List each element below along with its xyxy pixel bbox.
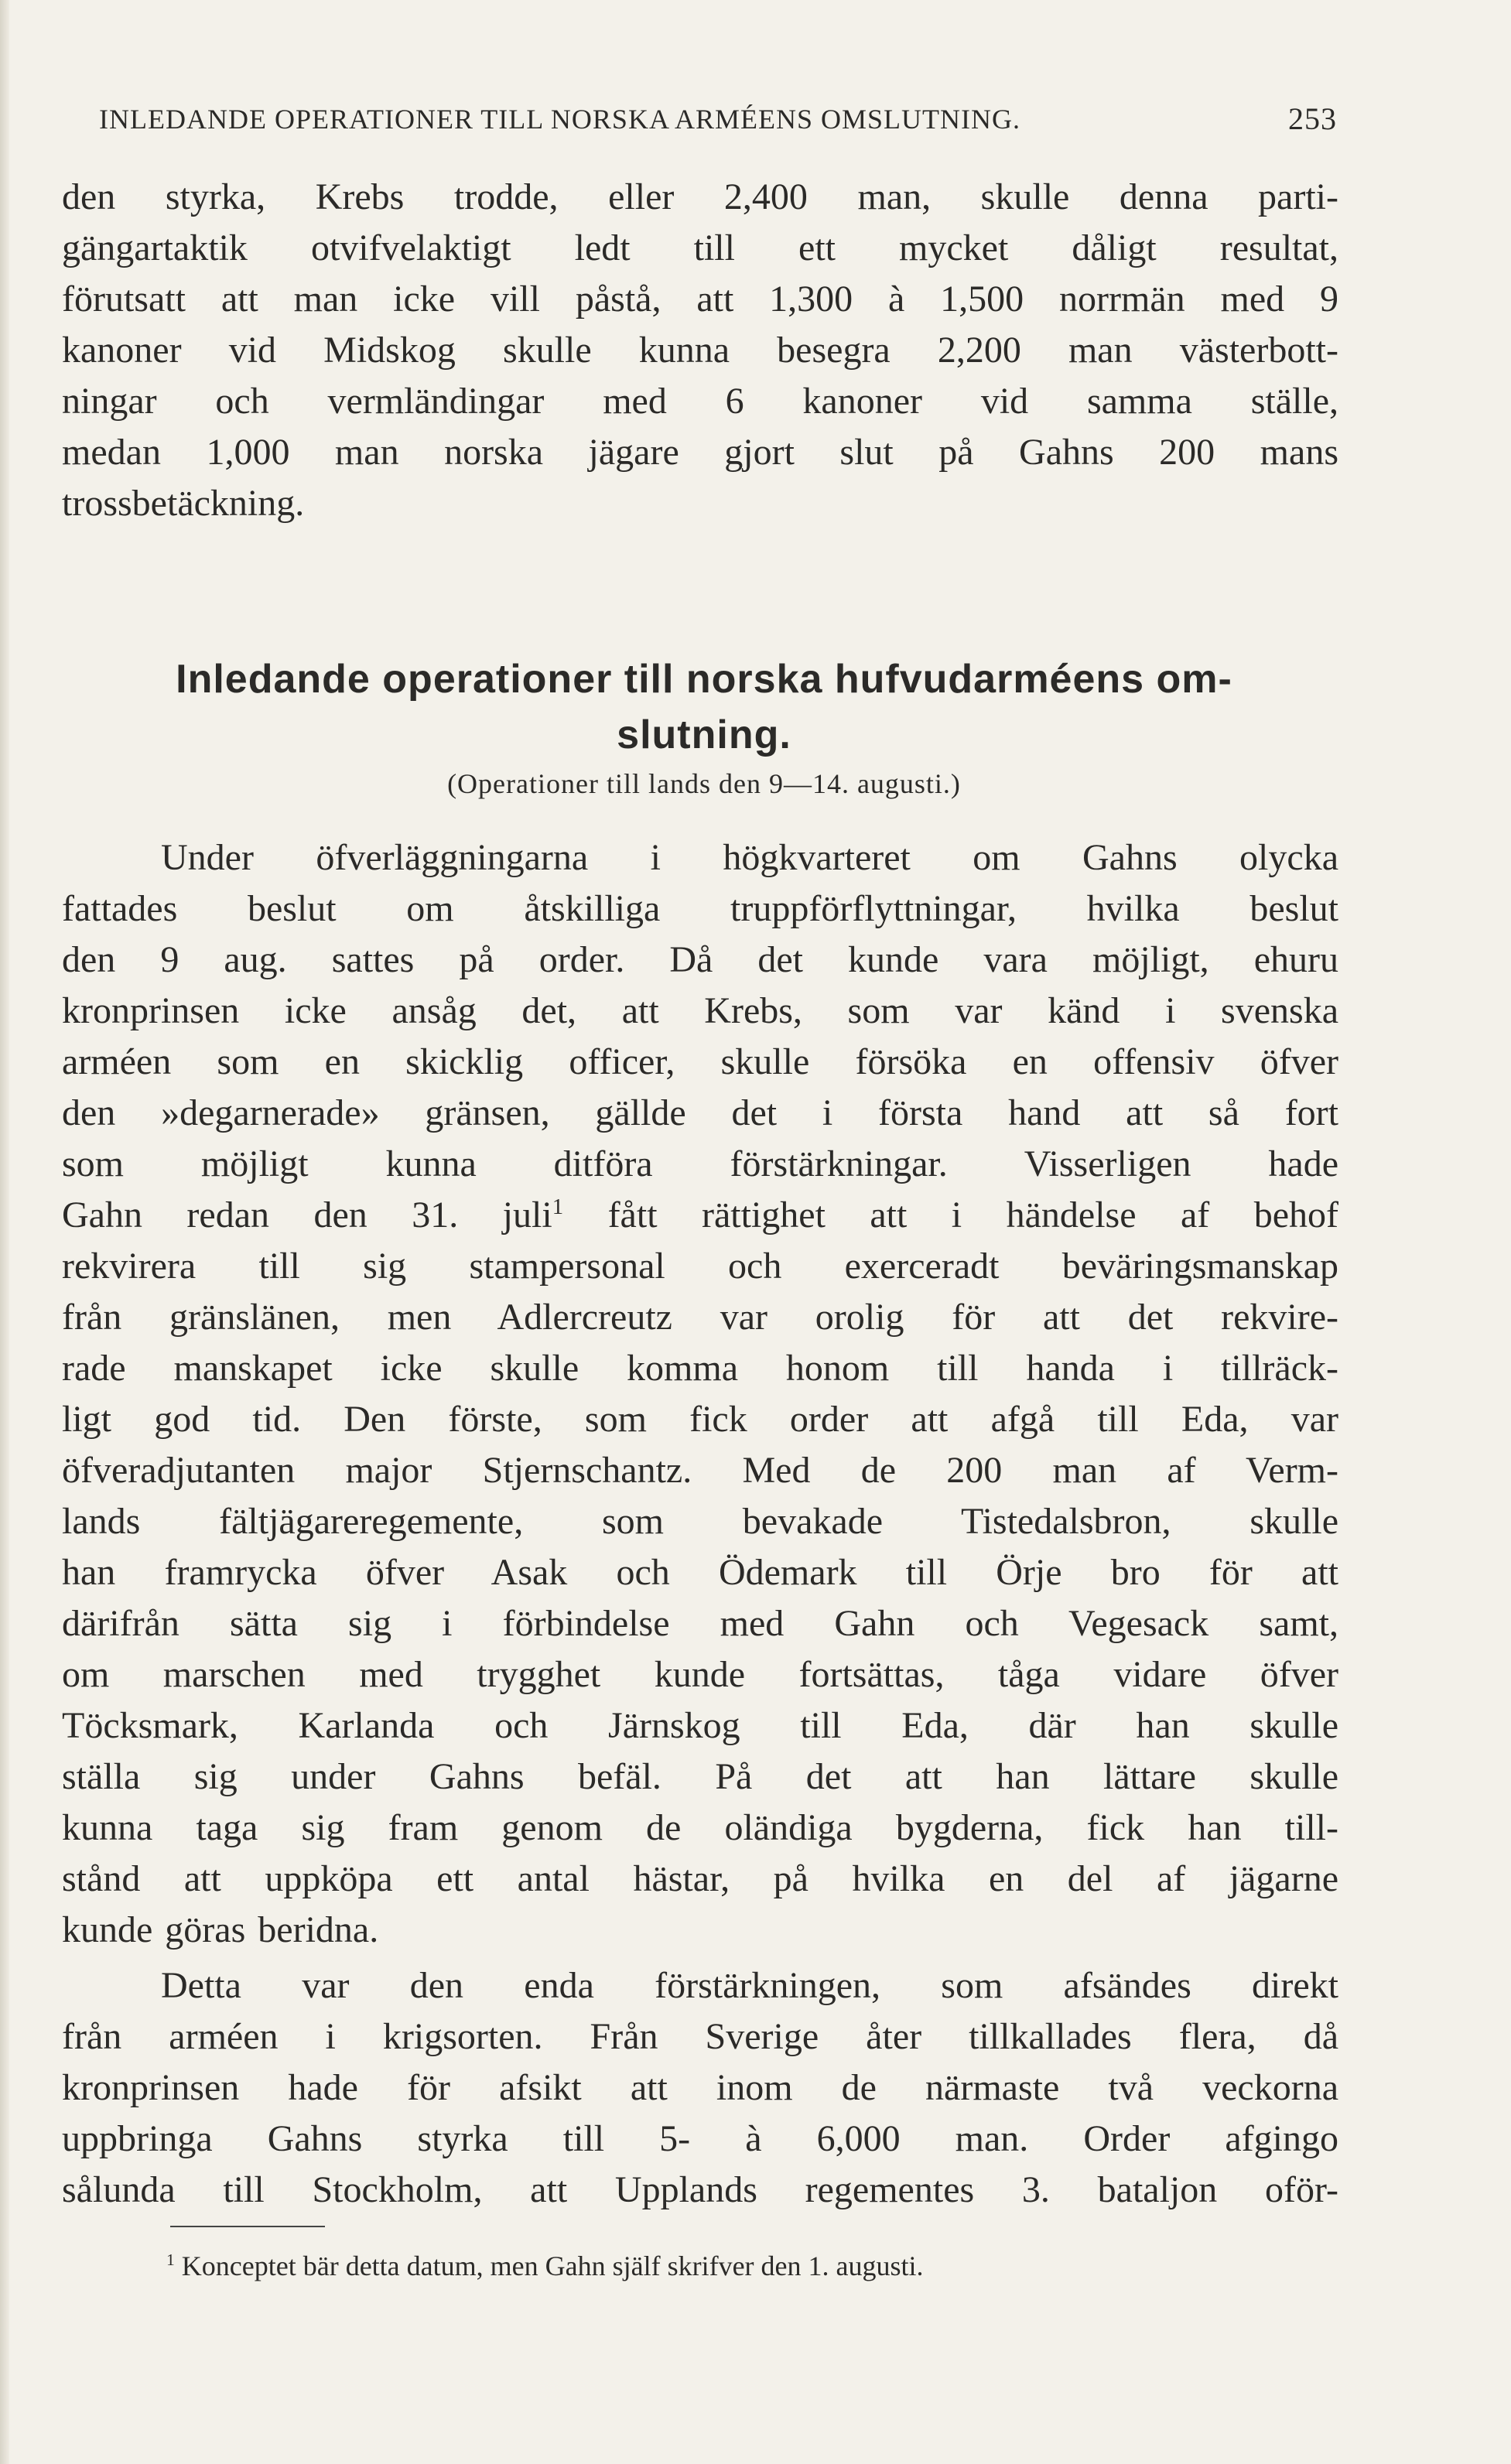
text-line: öfveradjutanten major Stjernschantz. Med de 200 man af Verm- — [62, 1450, 1338, 1491]
text-line: sålunda till Stockholm, att Upplands regementes 3. bataljon oför- — [62, 2169, 1338, 2210]
text-line: kronprinsen icke ansåg det, att Krebs, som var känd i svenska — [62, 990, 1338, 1031]
text-line: ningar och vermländingar med 6 kanoner vid samma ställe, — [62, 381, 1338, 422]
section-heading-line: slutning. — [617, 713, 791, 757]
text-line: därifrån sätta sig i förbindelse med Gahn och Vegesack samt, — [62, 1603, 1338, 1644]
text-line: rade manskapet icke skulle komma honom till handa i tillräck- — [62, 1348, 1338, 1389]
text-line: den »degarnerade» gränsen, gällde det i första hand att så fort — [62, 1092, 1338, 1133]
footnote-marker: 1 — [166, 2250, 175, 2269]
text-line: kunna taga sig fram genom de oländiga bygderna, fick han till- — [62, 1807, 1338, 1848]
text-line: Töcksmark, Karlanda och Järnskog till Eda, där han skulle — [62, 1705, 1338, 1746]
page-number: 253 — [1288, 101, 1337, 136]
text-line: om marschen med trygghet kunde fortsättas, tåga vidare öfver — [62, 1654, 1338, 1695]
text-line: lands fältjägareregemente, som bevakade Tistedalsbron, skulle — [62, 1501, 1338, 1542]
text-line: han framrycka öfver Asak och Ödemark till Örje bro för att — [62, 1552, 1338, 1593]
running-head — [99, 97, 1337, 141]
text-line: den 9 aug. sattes på order. Då det kunde vara möjligt, ehuru — [62, 939, 1338, 980]
footnote-reference: 1 — [552, 1194, 564, 1219]
text-line: kronprinsen hade för afsikt att inom de närmaste två veckorna — [62, 2067, 1338, 2108]
text-line: fattades beslut om åtskilliga truppförflyttningar, hvilka beslut — [62, 888, 1338, 929]
footnote — [166, 2247, 1327, 2285]
text-line: Under öfverläggningarna i högkvarteret om Gahns olycka — [161, 837, 1338, 878]
text-line: stånd att uppköpa ett antal hästar, på hvilka en del af jägarne — [62, 1858, 1338, 1899]
text-line: uppbringa Gahns styrka till 5- à 6,000 man. Order afgingo — [62, 2118, 1338, 2159]
text-line-with-footnote-ref — [62, 1190, 1338, 1241]
text-line: rekvirera till sig stampersonal och exerceradt beväringsmanskap — [62, 1246, 1338, 1287]
text-line: ställa sig under Gahns befäl. På det att han lättare skulle — [62, 1756, 1338, 1797]
footnote-divider — [170, 2226, 325, 2227]
text-line: den styrka, Krebs trodde, eller 2,400 man, skulle denna parti- — [62, 176, 1338, 217]
text-line: trossbetäckning. — [62, 483, 305, 524]
intro-paragraph — [62, 172, 1338, 529]
section-subheading: (Operationer till lands den 9—14. augusti.) — [447, 768, 961, 799]
text-line: gängartaktik otvifvelaktigt ledt till ett mycket dåligt resultat, — [62, 227, 1338, 268]
text-line: kunde göras beridna. — [62, 1909, 379, 1950]
text-line: ligt god tid. Den förste, som fick order att afgå till Eda, var — [62, 1399, 1338, 1440]
text-line: kanoner vid Midskog skulle kunna besegra 2,200 man västerbott- — [62, 330, 1338, 371]
text-line: som möjligt kunna ditföra förstärkningar. Visserligen hade — [62, 1143, 1338, 1184]
text-line: från gränslänen, men Adlercreutz var orolig för att det rekvire- — [62, 1297, 1338, 1338]
running-title: INLEDANDE OPERATIONER TILL NORSKA ARMÉENS OMSLUTNING. — [99, 104, 1020, 135]
text-line: förutsatt att man icke vill påstå, att 1,300 à 1,500 norrmän med 9 — [62, 279, 1338, 320]
footnote-text: Konceptet bär detta datum, men Gahn själf skrifver den 1. augusti. — [174, 2250, 924, 2281]
paragraph-2 — [62, 832, 1338, 1956]
text-fragment: fått rättighet att i händelse af behof — [563, 1194, 1339, 1235]
text-fragment: Gahn redan den 31. juli — [62, 1194, 552, 1235]
text-line: från arméen i krigsorten. Från Sverige åter tillkallades flera, då — [62, 2016, 1338, 2057]
section-heading — [85, 651, 1323, 763]
paragraph-3 — [62, 1960, 1338, 2216]
text-line: arméen som en skicklig officer, skulle försöka en offensiv öfver — [62, 1041, 1338, 1082]
text-line: medan 1,000 man norska jägare gjort slut på Gahns 200 mans — [62, 432, 1338, 473]
text-line: Detta var den enda förstärkningen, som afsändes direkt — [161, 1965, 1338, 2006]
section-heading-line: Inledande operationer till norska hufvudarméens om- — [176, 657, 1232, 702]
